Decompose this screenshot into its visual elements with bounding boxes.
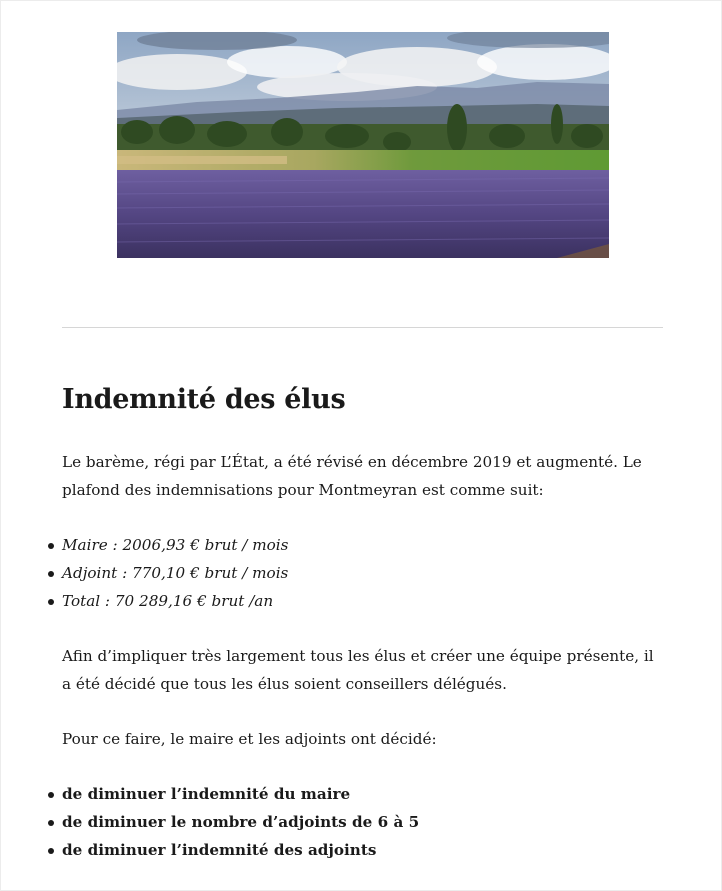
list-item: de diminuer l’indemnité du maire <box>62 780 667 808</box>
hero-image <box>117 32 609 258</box>
delegation-paragraph: Afin d’impliquer très largement tous les élus et créer une équipe présente, il a été décidé que tous les élus soient conseillers délégués. <box>62 647 654 693</box>
list-item: Maire : 2006,93 € brut / mois <box>62 531 667 559</box>
list-item: Adjoint : 770,10 € brut / mois <box>62 559 667 587</box>
article-content <box>62 380 667 864</box>
list-item: de diminuer l’indemnité des adjoints <box>62 836 667 864</box>
list-item: Total : 70 289,16 € brut /an <box>62 587 667 615</box>
intro-paragraph: Le barème, régi par L’État, a été révisé en décembre 2019 et augmenté. Le plafond des indemnisations pour Montmeyran est comme suit: <box>62 453 642 499</box>
decision-intro-paragraph: Pour ce faire, le maire et les adjoints ont décidé: <box>62 730 437 748</box>
decisions-list <box>62 780 667 864</box>
amounts-list <box>62 531 667 615</box>
lavender-field-photo <box>117 32 609 258</box>
article-title: Indemnité des élus <box>62 384 346 415</box>
list-item: de diminuer le nombre d’adjoints de 6 à 5 <box>62 808 667 836</box>
content-divider <box>62 327 663 328</box>
